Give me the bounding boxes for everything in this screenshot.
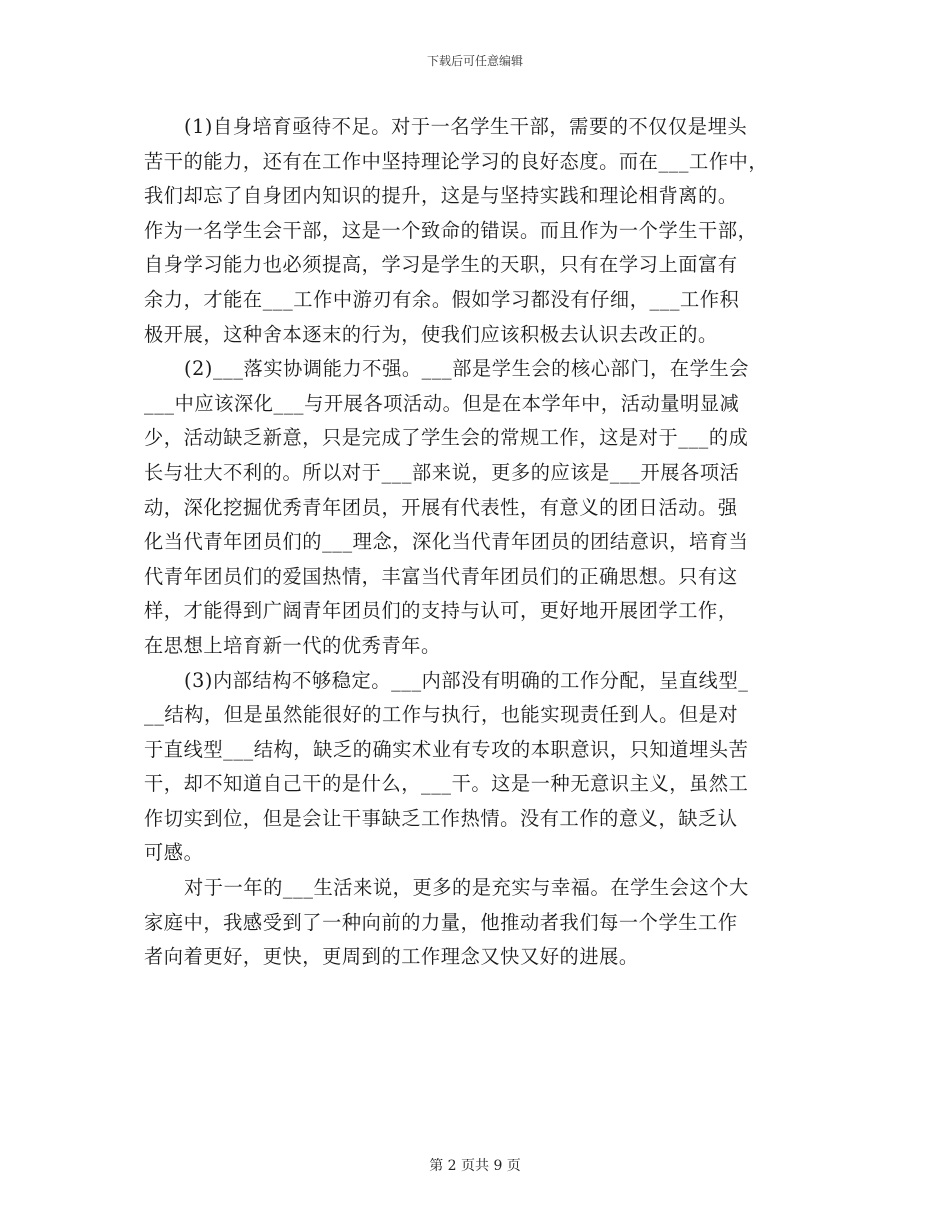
paragraph-line: 我们却忘了自身团内知识的提升，这是与坚持实践和理论相背离的。 <box>144 184 738 208</box>
paragraph-line: 代青年团员们的爱国热情，丰富当代青年团员们的正确思想。只有这 <box>144 564 738 588</box>
paragraph-line: (2)___落实协调能力不强。___部是学生会的核心部门，在学生会 <box>184 357 750 381</box>
paragraph-line: 可感。 <box>144 841 204 865</box>
paragraph-line: (1)自身培育亟待不足。对于一名学生干部，需要的不仅仅是埋头 <box>184 115 748 138</box>
paragraph-line: 家庭中，我感受到了一种向前的力量，他推动者我们每一个学生工作 <box>144 910 738 934</box>
paragraph-2 <box>144 352 812 663</box>
paragraph-line: (3)内部结构不够稳定。___内部没有明确的工作分配，呈直线型_ <box>184 668 749 692</box>
paragraph-line: ___中应该深化___与开展各项活动。但是在本学年中，活动量明显减 <box>144 391 740 415</box>
paragraph-line: 余力，才能在___工作中游刃有余。假如学习都没有仔细，___工作积 <box>144 287 740 311</box>
paragraph-line: 作为一名学生会干部，这是一个致命的错误。而且作为一个学生干部， <box>144 218 758 242</box>
page-number-footer: 第 2 页共 9 页 <box>429 1158 521 1174</box>
paragraph-line: 于直线型___结构，缺乏的确实术业有专攻的本职意识，只知道埋头苦 <box>144 737 749 761</box>
paragraph-3 <box>144 664 812 872</box>
paragraph-line: 苦干的能力，还有在工作中坚持理论学习的良好态度。而在___工作中， <box>144 149 769 173</box>
paragraph-line: 干，却不知道自己干的是什么，___干。这是一种无意识主义，虽然工 <box>144 772 749 796</box>
paragraph-line: 长与壮大不利的。所以对于___部来说，更多的应该是___开展各项活 <box>144 460 740 484</box>
paragraph-4 <box>144 871 812 975</box>
paragraph-line: 在思想上培育新一代的优秀青年。 <box>144 633 441 657</box>
paragraph-line: 者向着更好，更快，更周到的工作理念又快又好的进展。 <box>144 945 639 969</box>
paragraph-line: 动，深化挖掘优秀青年团员，开展有代表性，有意义的团日活动。强 <box>144 495 738 519</box>
paragraph-line: 自身学习能力也必须提高，学习是学生的天职，只有在学习上面富有 <box>144 253 738 277</box>
paragraph-line: 作切实到位，但是会让干事缺乏工作热情。没有工作的意义，缺乏认 <box>144 806 738 830</box>
document-body <box>144 110 812 975</box>
paragraph-line: 少，活动缺乏新意，只是完成了学生会的常规工作，这是对于___的成 <box>144 426 749 450</box>
page-header: 下载后可任意编辑 <box>426 54 523 68</box>
paragraph-line: 极开展，这种舍本逐末的行为，使我们应该积极去认识去改正的。 <box>144 322 718 346</box>
paragraph-line: 样，才能得到广阔青年团员们的支持与认可，更好地开展团学工作， <box>144 599 738 623</box>
paragraph-line: __结构，但是虽然能很好的工作与执行，也能实现责任到人。但是对 <box>144 703 739 727</box>
paragraph-1 <box>144 110 812 352</box>
paragraph-line: 化当代青年团员们的___理念，深化当代青年团员的团结意识，培育当 <box>144 530 749 554</box>
paragraph-line: 对于一年的___生活来说，更多的是充实与幸福。在学生会这个大 <box>184 876 749 900</box>
